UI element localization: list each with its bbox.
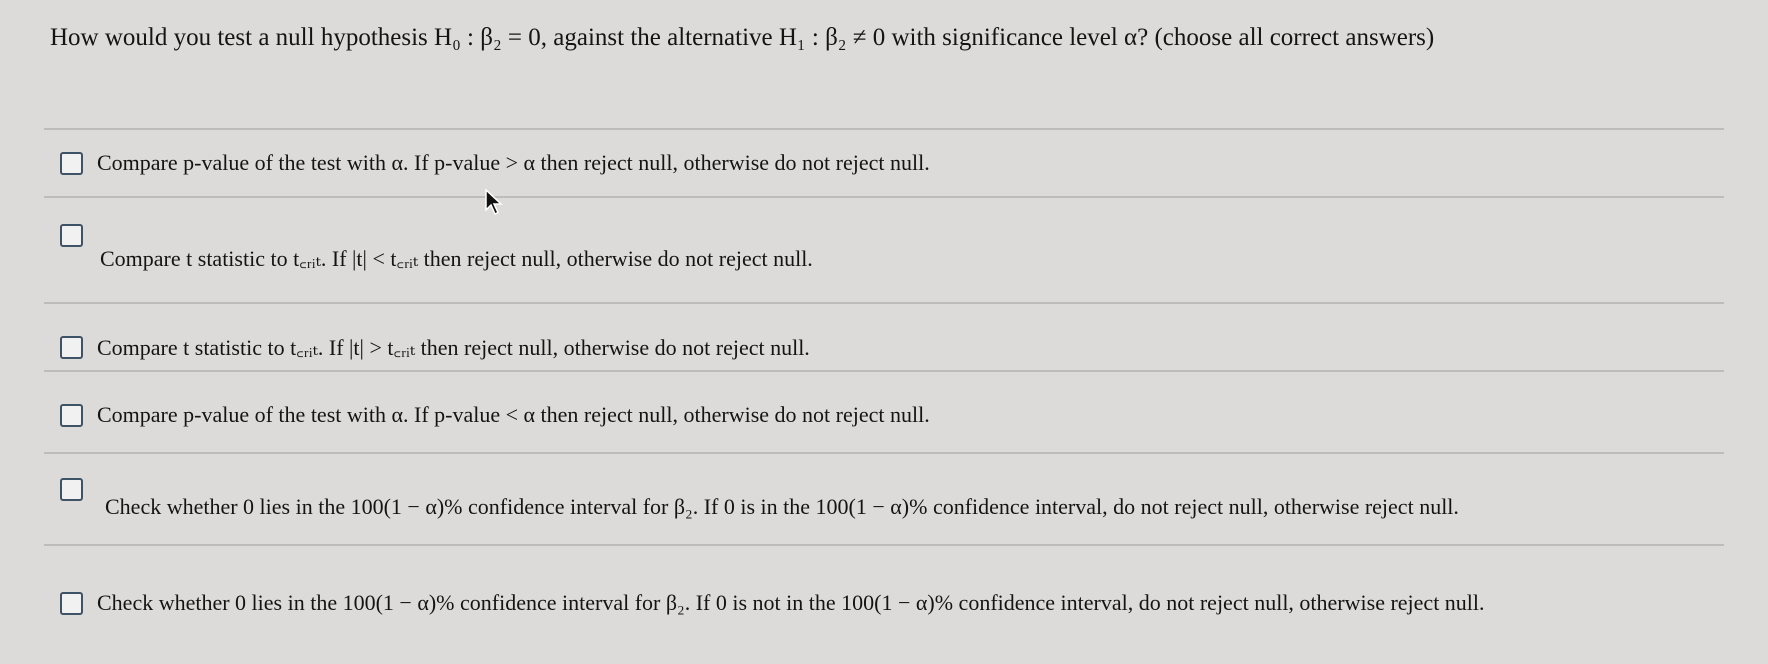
divider bbox=[44, 544, 1724, 546]
divider bbox=[44, 370, 1724, 372]
option-label: Compare t statistic to t꜀ᵣᵢₜ. If |t| < t꜀ᵣᵢₜ then reject null, otherwise do not reject null. bbox=[100, 246, 813, 271]
checkbox[interactable] bbox=[60, 336, 83, 359]
answer-option-4[interactable] bbox=[60, 402, 930, 428]
divider bbox=[44, 128, 1724, 130]
answer-option-5[interactable] bbox=[105, 494, 1459, 520]
divider bbox=[44, 302, 1724, 304]
checkbox[interactable] bbox=[60, 478, 83, 501]
mouse-cursor-icon bbox=[484, 188, 508, 216]
answer-option-3[interactable] bbox=[60, 332, 810, 362]
answer-option-6[interactable] bbox=[60, 590, 1485, 616]
option-label: Compare p-value of the test with α. If p-value < α then reject null, otherwise do not reject null. bbox=[97, 402, 930, 427]
checkbox[interactable] bbox=[60, 404, 83, 427]
divider bbox=[44, 196, 1724, 198]
answer-option-2[interactable] bbox=[100, 243, 813, 273]
question-text: How would you test a null hypothesis H₀ : β₂ = 0, against the alternative H₁ : β₂ ≠ 0 with significance level α? (choose all correct answers) bbox=[50, 24, 1435, 51]
option-label: Check whether 0 lies in the 100(1 − α)% confidence interval for β₂. If 0 is in the 100(1 − α)% confidence interval, do not reject null, otherwise reject null. bbox=[105, 494, 1459, 519]
answer-option-1[interactable] bbox=[60, 150, 930, 176]
checkbox[interactable] bbox=[60, 592, 83, 615]
option-label: Check whether 0 lies in the 100(1 − α)% confidence interval for β₂. If 0 is not in the 100(1 − α)% confidence interval, do not reject null, otherwise reject null. bbox=[97, 590, 1485, 615]
option-label: Compare t statistic to t꜀ᵣᵢₜ. If |t| > t꜀ᵣᵢₜ then reject null, otherwise do not reject null. bbox=[97, 335, 810, 360]
divider bbox=[44, 452, 1724, 454]
checkbox[interactable] bbox=[60, 224, 83, 247]
checkbox[interactable] bbox=[60, 152, 83, 175]
option-label: Compare p-value of the test with α. If p-value > α then reject null, otherwise do not reject null. bbox=[97, 150, 930, 175]
